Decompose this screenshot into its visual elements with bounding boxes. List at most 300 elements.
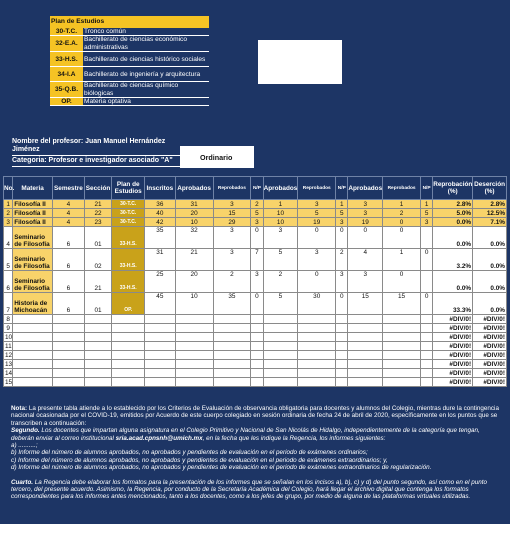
plan-code: 35-Q.B. — [50, 82, 83, 98]
empty-row — [4, 315, 507, 324]
cell-sem — [53, 333, 85, 342]
cell-r3: 0 — [383, 227, 421, 249]
cell-a1: 21 — [175, 249, 213, 271]
table-row — [4, 218, 507, 227]
cell-no: 13 — [5, 360, 13, 368]
cell-materia: Seminario de Filosofía — [13, 249, 53, 271]
cell-sem: 4 — [53, 200, 85, 209]
cell-sec: 01 — [84, 293, 112, 315]
cell-a3 — [348, 342, 383, 351]
cell-plan — [112, 333, 145, 342]
cell-sem — [53, 315, 85, 324]
column-header: Reprobados — [383, 177, 421, 200]
cell-np2 — [336, 342, 348, 351]
cell-a2 — [263, 378, 298, 387]
cell-a3 — [348, 315, 383, 324]
cell-a3: 0 — [348, 227, 383, 249]
cell-rep: #DIV/0! — [433, 324, 473, 333]
cell-materia — [13, 360, 53, 369]
plan-desc: Bachillerato de ciencias histórico sociales — [83, 52, 209, 67]
cell-r2 — [298, 360, 336, 369]
table-row — [4, 209, 507, 218]
cell-a2 — [263, 360, 298, 369]
cell-plan — [112, 378, 145, 387]
cell-rep: 2.8% — [433, 200, 473, 209]
empty-row — [4, 378, 507, 387]
cell-a2 — [263, 342, 298, 351]
cell-a2 — [263, 315, 298, 324]
cell-a1 — [175, 342, 213, 351]
cell-np1: 2 — [251, 200, 263, 209]
cell-r1: 15 — [213, 209, 251, 218]
cell-r2 — [298, 378, 336, 387]
cell-plan — [112, 369, 145, 378]
cell-r1: 3 — [213, 200, 251, 209]
cell-des: 0.0% — [473, 293, 507, 315]
cell-r1 — [213, 315, 251, 324]
cell-np1 — [251, 378, 263, 387]
cell-rep: #DIV/0! — [433, 360, 473, 369]
cell-a3: 3 — [348, 271, 383, 293]
cell-r3 — [383, 378, 421, 387]
plan-code: OP. — [50, 98, 83, 106]
cell-des: 0.0% — [473, 271, 507, 293]
cell-r3 — [383, 324, 421, 333]
cell-sem: 4 — [53, 209, 85, 218]
nota-paragraph: Nota: La presente tabla atiende a lo establecido por los Criterios de Evaluación de observancia obligatoria para docentes y alumnos del Colegio, mientras dure la contingencia nacional ocasionada por el COVID-19, emitidos por Acuerdo de este cuerpo colegiado en sesión ordinaria de fecha 24 de abril de 2020, específicamente en los puntos que se transcriben a continuación: — [11, 405, 499, 427]
cell-r2 — [298, 369, 336, 378]
cell-np1 — [251, 342, 263, 351]
cuarto-paragraph: Cuarto. La Regencia debe elaborar los formatos para la presentación de los informes que se señalan en los incisos a), b), c) y d) del punto segundo, así como en el punto tercero, del presente acuerdo. Asimismo, la Regencia, por conducto de la Secretaría Académica del Colegio, hará llegar el archivo digital que contenga los formatos correspondientes para los informes antes mencionados, tanto a los docentes, como a los jefes de grupo, por medio de alguna de las plataformas virtuales utilizadas. — [11, 478, 488, 501]
cell-ins — [145, 333, 176, 342]
cell-rep: #DIV/0! — [433, 315, 473, 324]
cell-np2: 5 — [336, 209, 348, 218]
cell-a1 — [175, 378, 213, 387]
cell-plan: 30-T.C. — [112, 218, 145, 227]
cell-ins — [145, 351, 176, 360]
cell-r1: 3 — [213, 249, 251, 271]
cell-a3 — [348, 378, 383, 387]
evaluation-table — [3, 176, 507, 387]
cell-sec — [84, 360, 112, 369]
cell-np3: 1 — [420, 200, 432, 209]
cell-a3: 3 — [348, 209, 383, 218]
cell-materia — [13, 351, 53, 360]
cell-rep: #DIV/0! — [433, 351, 473, 360]
cell-des: 2.8% — [473, 200, 507, 209]
column-header: Reprobados — [213, 177, 251, 200]
cell-ins — [145, 378, 176, 387]
cell-des: #DIV/0! — [473, 324, 507, 333]
cell-plan: 33-H.S. — [112, 227, 145, 249]
column-header: Aprobados — [175, 177, 213, 200]
cell-r3 — [383, 342, 421, 351]
cell-ins: 40 — [145, 209, 176, 218]
cell-np3 — [420, 369, 432, 378]
cell-np3: 0 — [420, 293, 432, 315]
cell-plan: 30-T.C. — [112, 200, 145, 209]
cell-no: 12 — [5, 351, 13, 359]
cell-des: #DIV/0! — [473, 333, 507, 342]
cell-materia: Filosofía II — [13, 200, 53, 209]
cell-a3: 4 — [348, 249, 383, 271]
plan-de-estudios-legend — [50, 16, 209, 106]
cell-a1 — [175, 324, 213, 333]
cell-ins: 35 — [145, 227, 176, 249]
cell-plan: 33-H.S. — [112, 249, 145, 271]
cell-a3: 3 — [348, 200, 383, 209]
cell-no: 7 — [4, 293, 13, 315]
cell-a2 — [263, 333, 298, 342]
cell-materia: Seminario de Filosofía — [13, 227, 53, 249]
cell-r2 — [298, 324, 336, 333]
cell-rep: 33.3% — [433, 293, 473, 315]
cell-materia — [13, 369, 53, 378]
empty-row — [4, 333, 507, 342]
cell-np1: 5 — [251, 209, 263, 218]
cell-a2: 1 — [263, 200, 298, 209]
cell-a1: 20 — [175, 209, 213, 218]
cell-plan — [112, 315, 145, 324]
cell-plan — [112, 324, 145, 333]
cell-plan — [112, 342, 145, 351]
cell-sec: 21 — [84, 200, 112, 209]
cell-a3 — [348, 324, 383, 333]
cell-r1 — [213, 360, 251, 369]
cell-r1 — [213, 342, 251, 351]
cell-materia: Filosofía II — [13, 218, 53, 227]
cell-np1 — [251, 333, 263, 342]
cell-no: 8 — [4, 315, 13, 324]
cell-des: #DIV/0! — [473, 378, 507, 387]
cell-r2 — [298, 315, 336, 324]
cell-sem: 6 — [53, 293, 85, 315]
cell-des: #DIV/0! — [473, 360, 507, 369]
cell-des: 0.0% — [473, 249, 507, 271]
cell-sem — [53, 360, 85, 369]
cell-np1 — [251, 351, 263, 360]
cell-materia — [13, 333, 53, 342]
empty-row — [4, 324, 507, 333]
cell-a2: 2 — [263, 271, 298, 293]
cell-r1: 35 — [213, 293, 251, 315]
cell-a2: 5 — [263, 293, 298, 315]
cell-r1: 29 — [213, 218, 251, 227]
segundo-paragraph: Segundo. Los docentes que impartan alguna asignatura en el Colegio Primitivo y Nacional de San Nicolás de Hidalgo, independientemente de la categoría que tengan, deberán enviar al correo institucional sria.acad.cpnsnh@umich.mx, en la fecha que les indique la Regencia, los informes siguientes: — [11, 427, 480, 442]
cell-np2 — [336, 315, 348, 324]
cell-np3 — [420, 360, 432, 369]
cell-r3: 0 — [383, 218, 421, 227]
cell-ins: 42 — [145, 218, 176, 227]
cell-np3 — [420, 333, 432, 342]
cell-a1 — [175, 333, 213, 342]
cell-r3: 2 — [383, 209, 421, 218]
cell-r2: 3 — [298, 249, 336, 271]
cell-sem: 6 — [53, 271, 85, 293]
cell-np2 — [336, 333, 348, 342]
column-header: N/P — [251, 177, 263, 200]
cell-np1 — [251, 360, 263, 369]
cell-a1 — [175, 360, 213, 369]
cell-r1 — [213, 351, 251, 360]
inciso-c: c) Informe del número de alumnos aprobados, no aprobados y pendientes de evaluación en el periodo de exámenes extraordinarios; y, — [11, 456, 388, 464]
cell-no: 11 — [5, 342, 12, 350]
cell-plan — [112, 351, 145, 360]
cell-plan — [112, 360, 145, 369]
cell-sem — [53, 378, 85, 387]
cell-np2: 0 — [336, 293, 348, 315]
column-header: Reprobación (%) — [433, 177, 473, 200]
cell-ins: 36 — [145, 200, 176, 209]
cell-a3 — [348, 351, 383, 360]
column-header: Inscritos — [145, 177, 176, 200]
cell-ins — [145, 315, 176, 324]
cell-r2: 0 — [298, 271, 336, 293]
cell-sec — [84, 351, 112, 360]
cell-a2: 10 — [263, 209, 298, 218]
column-header: Deserción (%) — [473, 177, 507, 200]
cell-ins — [145, 369, 176, 378]
cell-materia: Historia de Michoacán — [13, 293, 53, 315]
table-row — [4, 200, 507, 209]
cell-des: 7.1% — [473, 218, 507, 227]
cell-no: 6 — [4, 271, 13, 293]
cell-sem: 6 — [53, 227, 85, 249]
cell-no: 1 — [4, 200, 13, 209]
column-header: N/P — [420, 177, 432, 200]
cell-r2 — [298, 351, 336, 360]
plan-code: 33-H.S. — [50, 52, 83, 67]
cell-ins: 45 — [145, 293, 176, 315]
column-header: Plan de Estudios — [112, 177, 145, 200]
cell-np3 — [420, 324, 432, 333]
cell-a2 — [263, 369, 298, 378]
cell-np1 — [251, 324, 263, 333]
cell-ins: 25 — [145, 271, 176, 293]
cell-des: #DIV/0! — [473, 351, 507, 360]
cell-r3 — [383, 351, 421, 360]
column-header: Aprobados — [348, 177, 383, 200]
cell-sec — [84, 369, 112, 378]
cell-np3 — [420, 351, 432, 360]
cell-np3 — [420, 342, 432, 351]
column-header: N/P — [336, 177, 348, 200]
column-header: No. — [4, 177, 13, 200]
profesor-info — [12, 137, 180, 167]
cell-des: #DIV/0! — [473, 369, 507, 378]
cell-r3: 15 — [383, 293, 421, 315]
cell-ins: 31 — [145, 249, 176, 271]
cell-np3: 0 — [420, 249, 432, 271]
cell-r3 — [383, 369, 421, 378]
cell-a1 — [175, 351, 213, 360]
cell-np3 — [420, 378, 432, 387]
cell-r1 — [213, 378, 251, 387]
cell-a1: 10 — [175, 218, 213, 227]
cell-a2 — [263, 324, 298, 333]
cell-np2 — [336, 351, 348, 360]
cell-sem: 6 — [53, 249, 85, 271]
cell-r3: 1 — [383, 200, 421, 209]
cell-np2: 2 — [336, 249, 348, 271]
empty-row — [4, 351, 507, 360]
cell-np1: 0 — [251, 227, 263, 249]
cell-sem — [53, 351, 85, 360]
cell-sem — [53, 324, 85, 333]
cell-sem: 4 — [53, 218, 85, 227]
cell-r1 — [213, 333, 251, 342]
plan-title: Plan de Estudios — [50, 16, 209, 28]
cell-no: 10 — [5, 333, 13, 341]
cell-no: 2 — [4, 209, 13, 218]
cell-np2: 1 — [336, 200, 348, 209]
cell-ins — [145, 342, 176, 351]
inciso-b: b) Informe del número de alumnos aprobados, no aprobados y pendientes de evaluación en el periodo de exámenes ordinarios; — [11, 449, 368, 457]
cell-plan: 30-T.C. — [112, 209, 145, 218]
cell-sec: 22 — [84, 209, 112, 218]
cell-materia: Filosofía II — [13, 209, 53, 218]
plan-desc: Bachillerato de ciencias económico administrativas — [83, 36, 209, 52]
cell-des: #DIV/0! — [473, 315, 507, 324]
profesor-nombre: Nombre del profesor: Juan Manuel Hernández Jiménez — [12, 137, 180, 156]
cell-r3 — [383, 315, 421, 324]
cell-ins — [145, 360, 176, 369]
cell-a2: 3 — [263, 227, 298, 249]
cell-sec: 21 — [84, 271, 112, 293]
cell-des: 0.0% — [473, 227, 507, 249]
cell-sec — [84, 315, 112, 324]
plan-desc: Materia optativa — [83, 98, 209, 106]
cell-a2: 10 — [263, 218, 298, 227]
cell-a2 — [263, 351, 298, 360]
cell-np2 — [336, 324, 348, 333]
cell-plan: 33-H.S. — [112, 271, 145, 293]
cell-des: 12.5% — [473, 209, 507, 218]
cell-np2 — [336, 360, 348, 369]
cell-rep: 0.0% — [433, 227, 473, 249]
cell-sec — [84, 342, 112, 351]
cell-sec: 01 — [84, 227, 112, 249]
cell-r2: 3 — [298, 200, 336, 209]
cell-np1: 3 — [251, 271, 263, 293]
cell-r1: 3 — [213, 227, 251, 249]
logo-placeholder — [258, 40, 342, 84]
cell-a3 — [348, 360, 383, 369]
table-header-row — [4, 177, 507, 200]
cell-rep: 0.0% — [433, 271, 473, 293]
cell-sec — [84, 333, 112, 342]
cell-r2 — [298, 333, 336, 342]
plan-desc: Bachillerato de ingeniería y arquitectura — [83, 67, 209, 82]
cell-no: 14 — [5, 369, 13, 377]
cell-a3 — [348, 333, 383, 342]
column-header: Semestre — [53, 177, 85, 200]
cell-rep: #DIV/0! — [433, 378, 473, 387]
empty-row — [4, 342, 507, 351]
cell-sem — [53, 369, 85, 378]
cell-np1: 7 — [251, 249, 263, 271]
cell-sec — [84, 324, 112, 333]
cell-rep: #DIV/0! — [433, 333, 473, 342]
cell-r2: 0 — [298, 227, 336, 249]
cell-r2: 5 — [298, 209, 336, 218]
cell-a1: 32 — [175, 227, 213, 249]
cell-a1: 10 — [175, 293, 213, 315]
cell-a1 — [175, 315, 213, 324]
plan-desc: Tronco común — [83, 28, 209, 36]
cell-r1 — [213, 369, 251, 378]
cell-des: #DIV/0! — [473, 342, 507, 351]
cell-no: 4 — [4, 227, 13, 249]
cell-np3: 3 — [420, 218, 432, 227]
plan-code: 34-I.A — [50, 67, 83, 82]
cell-np1 — [251, 369, 263, 378]
cell-materia: Seminario de Filosofía — [13, 271, 53, 293]
cell-np2 — [336, 378, 348, 387]
cell-no: 15 — [5, 378, 13, 386]
cell-sec: 23 — [84, 218, 112, 227]
cell-a1: 31 — [175, 200, 213, 209]
cell-np3 — [420, 315, 432, 324]
cell-a1 — [175, 369, 213, 378]
table-row — [4, 271, 507, 293]
cell-ins — [145, 324, 176, 333]
cell-np3 — [420, 227, 432, 249]
cell-r2 — [298, 342, 336, 351]
cell-a3 — [348, 369, 383, 378]
cell-a3: 19 — [348, 218, 383, 227]
cell-materia — [13, 342, 53, 351]
cell-a1: 20 — [175, 271, 213, 293]
inciso-d: d) Informe del número de alumnos aprobados, no aprobados y pendientes de evaluación en el periodo de exámenes extraordinarios de regularización. — [11, 464, 432, 472]
cell-r1: 2 — [213, 271, 251, 293]
cell-np1 — [251, 315, 263, 324]
table-row — [4, 227, 507, 249]
cell-materia — [13, 324, 53, 333]
cell-rep: #DIV/0! — [433, 369, 473, 378]
notes-section — [11, 405, 503, 501]
cell-r2: 19 — [298, 218, 336, 227]
cell-np2: 0 — [336, 227, 348, 249]
column-header: Reprobados — [298, 177, 336, 200]
plan-code: 32-E.A. — [50, 36, 83, 52]
cell-no: 3 — [4, 218, 13, 227]
cell-np2: 3 — [336, 218, 348, 227]
tipo-ordinario: Ordinario — [200, 153, 233, 162]
cell-no: 5 — [4, 249, 13, 271]
inciso-a: a) ..........; — [11, 442, 38, 450]
plan-desc: Bachillerato de ciencias químico biólogicas — [83, 82, 209, 98]
column-header: Materia — [13, 177, 53, 200]
profesor-categoria: Categoria: Profesor e investigador asociado "A" — [12, 156, 180, 167]
column-header: Aprobados — [263, 177, 298, 200]
cell-np3: 5 — [420, 209, 432, 218]
cell-sec — [84, 378, 112, 387]
cell-np3 — [420, 271, 432, 293]
cell-no: 9 — [4, 324, 13, 333]
empty-row — [4, 369, 507, 378]
cell-rep: 3.2% — [433, 249, 473, 271]
email-link: sria.acad.cpnsnh@umich.mx — [115, 434, 203, 442]
cell-materia — [13, 315, 53, 324]
cell-plan: OP. — [112, 293, 145, 315]
cell-sem — [53, 342, 85, 351]
table-row — [4, 293, 507, 315]
cell-sec: 02 — [84, 249, 112, 271]
cell-r3: 0 — [383, 271, 421, 293]
cell-np2: 3 — [336, 271, 348, 293]
cell-r2: 30 — [298, 293, 336, 315]
